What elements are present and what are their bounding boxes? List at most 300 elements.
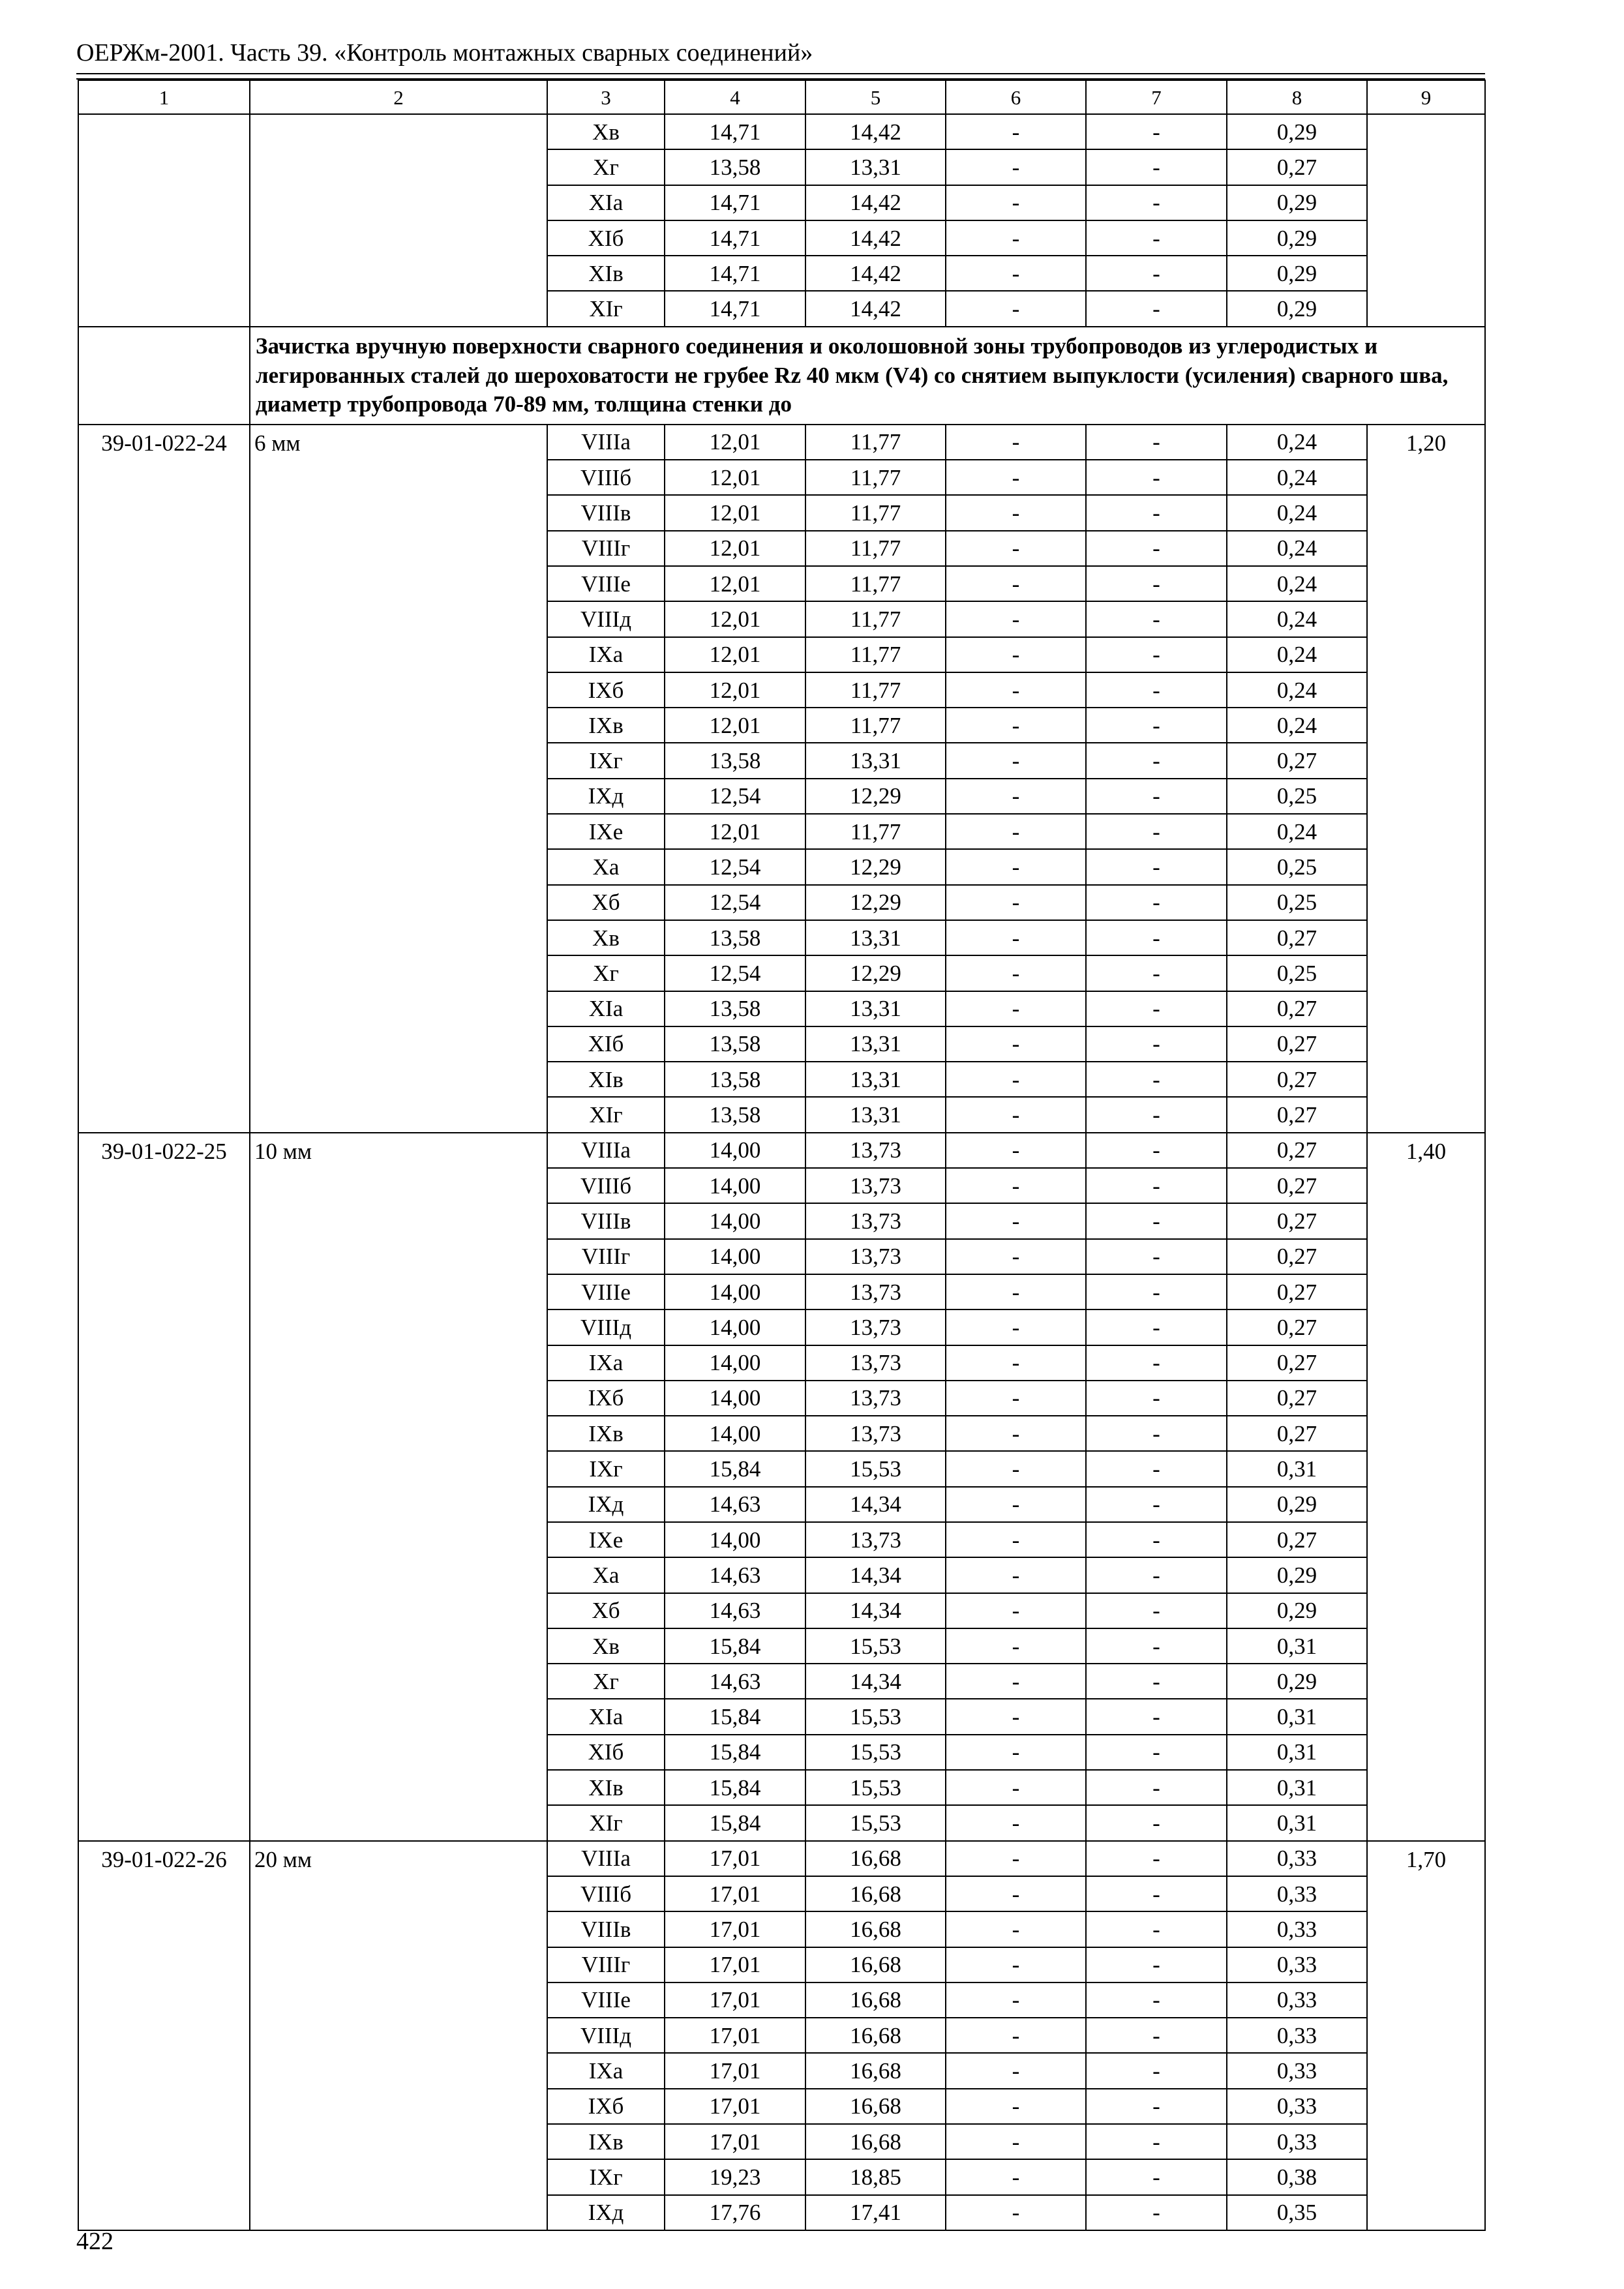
cell-c7: - xyxy=(1086,1805,1227,1840)
cell-c6: - xyxy=(946,1487,1086,1522)
cell-c6: - xyxy=(946,1203,1086,1238)
cell-c3: XIа xyxy=(547,185,665,220)
cell-c7: - xyxy=(1086,1947,1227,1982)
cell-c6: - xyxy=(946,1451,1086,1486)
cell-c8: 0,24 xyxy=(1227,566,1367,601)
cell-c5: 11,77 xyxy=(805,566,946,601)
cell-c7: - xyxy=(1086,1841,1227,1876)
cell-c7: - xyxy=(1086,1133,1227,1168)
cell-c3: XIв xyxy=(547,1770,665,1805)
cell-c6: - xyxy=(946,1239,1086,1274)
section-code-empty xyxy=(78,327,250,425)
cell-c3: IXд xyxy=(547,779,665,814)
cell-c4: 14,00 xyxy=(665,1168,805,1203)
cell-c5: 11,77 xyxy=(805,672,946,708)
cell-c6: - xyxy=(946,2159,1086,2194)
cell-c4: 14,00 xyxy=(665,1133,805,1168)
cell-c5: 16,68 xyxy=(805,1841,946,1876)
cell-c4: 12,01 xyxy=(665,672,805,708)
cell-c7: - xyxy=(1086,955,1227,991)
cell-c8: 0,31 xyxy=(1227,1699,1367,1734)
cell-c8: 0,24 xyxy=(1227,637,1367,672)
cell-c5: 16,68 xyxy=(805,2089,946,2124)
cell-c3: VIIIе xyxy=(547,1982,665,2018)
cell-c5: 15,53 xyxy=(805,1735,946,1770)
cell-c8: 0,27 xyxy=(1227,1203,1367,1238)
cell-c5: 11,77 xyxy=(805,425,946,460)
cell-c7: - xyxy=(1086,1982,1227,2018)
cell-c8: 0,27 xyxy=(1227,1097,1367,1132)
cell-c7: - xyxy=(1086,1770,1227,1805)
header-rule-top xyxy=(76,73,1485,74)
cell-c7: - xyxy=(1086,1911,1227,1947)
cell-c4: 17,01 xyxy=(665,2124,805,2159)
cell-c3: VIIIб xyxy=(547,1168,665,1203)
cell-c3: XIг xyxy=(547,1805,665,1840)
cell-c4: 17,01 xyxy=(665,2053,805,2088)
cell-c8: 0,24 xyxy=(1227,672,1367,708)
cell-c7: - xyxy=(1086,1274,1227,1309)
price-table-body xyxy=(78,80,1485,2230)
cell-c6: - xyxy=(946,185,1086,220)
cell-c7: - xyxy=(1086,1557,1227,1593)
cell-c7: - xyxy=(1086,1876,1227,1911)
cell-c3: VIIIа xyxy=(547,1841,665,1876)
table-row xyxy=(78,1133,1485,1168)
cell-c7: - xyxy=(1086,220,1227,256)
cell-c6: - xyxy=(946,2089,1086,2124)
cell-c5: 14,42 xyxy=(805,185,946,220)
cell-c8: 0,29 xyxy=(1227,220,1367,256)
cell-c6: - xyxy=(946,1168,1086,1203)
thickness-cell: 20 мм xyxy=(250,1841,547,2230)
cell-c7: - xyxy=(1086,1381,1227,1416)
cell-c7: - xyxy=(1086,601,1227,636)
cell-c8: 0,27 xyxy=(1227,1274,1367,1309)
cell-c8: 0,33 xyxy=(1227,1841,1367,1876)
cell-c5: 15,53 xyxy=(805,1628,946,1664)
cell-c5: 13,73 xyxy=(805,1416,946,1451)
cell-c8: 0,27 xyxy=(1227,1239,1367,1274)
cell-c8: 0,27 xyxy=(1227,1522,1367,1557)
cell-c3: IXд xyxy=(547,1487,665,1522)
cell-c5: 11,77 xyxy=(805,531,946,566)
page-number: 422 xyxy=(76,2228,113,2255)
cell-c6: - xyxy=(946,1982,1086,2018)
cell-c8: 0,24 xyxy=(1227,814,1367,849)
cell-c7: - xyxy=(1086,814,1227,849)
cell-c6: - xyxy=(946,1097,1086,1132)
cell-c6: - xyxy=(946,1062,1086,1097)
cell-c4: 15,84 xyxy=(665,1451,805,1486)
cell-c6: - xyxy=(946,708,1086,743)
cell-c8: 0,25 xyxy=(1227,849,1367,884)
section-heading-row xyxy=(78,327,1485,425)
cell-c8: 0,33 xyxy=(1227,1947,1367,1982)
cell-c5: 12,29 xyxy=(805,885,946,920)
cell-c6: - xyxy=(946,991,1086,1026)
cell-c5: 14,34 xyxy=(805,1557,946,1593)
cell-c5: 15,53 xyxy=(805,1770,946,1805)
cell-c4: 12,01 xyxy=(665,425,805,460)
cell-c4: 14,00 xyxy=(665,1203,805,1238)
cell-c4: 14,63 xyxy=(665,1664,805,1699)
cell-c3: XIб xyxy=(547,220,665,256)
cell-c7: - xyxy=(1086,531,1227,566)
cell-c4: 17,01 xyxy=(665,2018,805,2053)
cell-c8: 0,27 xyxy=(1227,1026,1367,1062)
cell-c4: 14,71 xyxy=(665,185,805,220)
cell-c4: 17,01 xyxy=(665,2089,805,2124)
cell-c6: - xyxy=(946,920,1086,955)
thickness-cell: 6 мм xyxy=(250,425,547,1133)
cell-c7: - xyxy=(1086,637,1227,672)
cell-c8: 0,29 xyxy=(1227,114,1367,149)
cell-c7: - xyxy=(1086,1628,1227,1664)
cell-c3: VIIIд xyxy=(547,1309,665,1345)
cell-c4: 14,00 xyxy=(665,1381,805,1416)
cell-c6: - xyxy=(946,2018,1086,2053)
cell-c5: 15,53 xyxy=(805,1699,946,1734)
cell-c7: - xyxy=(1086,1239,1227,1274)
column-number-cell: 2 xyxy=(250,80,547,114)
cell-c3: IXб xyxy=(547,1381,665,1416)
cell-c4: 14,63 xyxy=(665,1487,805,1522)
cell-c8: 0,27 xyxy=(1227,1062,1367,1097)
cell-c8: 0,35 xyxy=(1227,2195,1367,2230)
column-number-row xyxy=(78,80,1485,114)
cell-c6: - xyxy=(946,1345,1086,1381)
cell-c5: 13,31 xyxy=(805,149,946,185)
cell-c8: 0,24 xyxy=(1227,425,1367,460)
cell-c4: 14,63 xyxy=(665,1557,805,1593)
cell-c3: XIг xyxy=(547,291,665,326)
cell-c3: XIг xyxy=(547,1097,665,1132)
cell-c4: 17,01 xyxy=(665,1876,805,1911)
cell-c4: 14,71 xyxy=(665,220,805,256)
cell-c8: 0,33 xyxy=(1227,2124,1367,2159)
cell-c8: 0,27 xyxy=(1227,1133,1367,1168)
cell-c3: VIIIв xyxy=(547,1911,665,1947)
cell-c4: 13,58 xyxy=(665,743,805,778)
cell-c7: - xyxy=(1086,920,1227,955)
cell-c8: 0,31 xyxy=(1227,1735,1367,1770)
cell-c5: 11,77 xyxy=(805,637,946,672)
cell-c6: - xyxy=(946,1628,1086,1664)
cell-c3: XIв xyxy=(547,256,665,291)
cell-c3: Xг xyxy=(547,149,665,185)
cell-c3: IXа xyxy=(547,1345,665,1381)
cell-c4: 12,54 xyxy=(665,955,805,991)
column-number-cell: 9 xyxy=(1367,80,1485,114)
cell-c8: 0,29 xyxy=(1227,256,1367,291)
cell-c7: - xyxy=(1086,149,1227,185)
code-cell: 39-01-022-25 xyxy=(78,1133,250,1841)
cell-c7: - xyxy=(1086,708,1227,743)
cell-c6: - xyxy=(946,885,1086,920)
cell-c7: - xyxy=(1086,185,1227,220)
cell-c8: 0,27 xyxy=(1227,1309,1367,1345)
cell-c7: - xyxy=(1086,1487,1227,1522)
cell-c6: - xyxy=(946,672,1086,708)
cell-c7: - xyxy=(1086,1309,1227,1345)
cell-c5: 14,34 xyxy=(805,1593,946,1628)
cell-c4: 13,58 xyxy=(665,920,805,955)
cell-c6: - xyxy=(946,814,1086,849)
cell-c5: 14,34 xyxy=(805,1664,946,1699)
cell-c5: 15,53 xyxy=(805,1805,946,1840)
cell-c6: - xyxy=(946,1026,1086,1062)
cell-c8: 0,31 xyxy=(1227,1805,1367,1840)
cell-c5: 13,73 xyxy=(805,1239,946,1274)
cell-c5: 18,85 xyxy=(805,2159,946,2194)
description-cell-empty xyxy=(250,114,547,327)
cell-c3: Xб xyxy=(547,885,665,920)
cell-c5: 15,53 xyxy=(805,1451,946,1486)
cell-c3: IXе xyxy=(547,814,665,849)
cell-c5: 16,68 xyxy=(805,1876,946,1911)
cell-c6: - xyxy=(946,1735,1086,1770)
table-row xyxy=(78,1841,1485,1876)
cell-c8: 0,31 xyxy=(1227,1770,1367,1805)
cell-c4: 15,84 xyxy=(665,1805,805,1840)
cell-c3: IXа xyxy=(547,637,665,672)
cell-c4: 17,76 xyxy=(665,2195,805,2230)
cell-c4: 17,01 xyxy=(665,1841,805,1876)
col9-cell-empty xyxy=(1367,114,1485,327)
cell-c8: 0,29 xyxy=(1227,1557,1367,1593)
cell-c6: - xyxy=(946,1841,1086,1876)
cell-c5: 16,68 xyxy=(805,2124,946,2159)
cell-c3: VIIIв xyxy=(547,495,665,530)
cell-c5: 11,77 xyxy=(805,814,946,849)
cell-c4: 13,58 xyxy=(665,1062,805,1097)
cell-c6: - xyxy=(946,1947,1086,1982)
cell-c8: 0,24 xyxy=(1227,495,1367,530)
cell-c5: 13,73 xyxy=(805,1203,946,1238)
cell-c7: - xyxy=(1086,885,1227,920)
cell-c6: - xyxy=(946,1699,1086,1734)
cell-c7: - xyxy=(1086,2195,1227,2230)
cell-c6: - xyxy=(946,1133,1086,1168)
cell-c8: 0,29 xyxy=(1227,185,1367,220)
cell-c6: - xyxy=(946,2195,1086,2230)
cell-c3: VIIIг xyxy=(547,1239,665,1274)
cell-c5: 16,68 xyxy=(805,2053,946,2088)
cell-c3: IXб xyxy=(547,672,665,708)
cell-c3: IXа xyxy=(547,2053,665,2088)
cell-c7: - xyxy=(1086,566,1227,601)
cell-c8: 0,29 xyxy=(1227,1593,1367,1628)
cell-c3: VIIIб xyxy=(547,460,665,495)
cell-c8: 0,24 xyxy=(1227,601,1367,636)
cell-c8: 0,25 xyxy=(1227,779,1367,814)
table-row xyxy=(78,114,1485,149)
cell-c8: 0,27 xyxy=(1227,1168,1367,1203)
cell-c6: - xyxy=(946,1274,1086,1309)
cell-c3: Xв xyxy=(547,920,665,955)
cell-c3: IXг xyxy=(547,1451,665,1486)
cell-c5: 13,73 xyxy=(805,1168,946,1203)
cell-c3: Xв xyxy=(547,1628,665,1664)
cell-c6: - xyxy=(946,149,1086,185)
cell-c5: 16,68 xyxy=(805,1947,946,1982)
cell-c4: 19,23 xyxy=(665,2159,805,2194)
cell-c6: - xyxy=(946,1911,1086,1947)
cell-c6: - xyxy=(946,779,1086,814)
cell-c7: - xyxy=(1086,849,1227,884)
cell-c8: 0,33 xyxy=(1227,2018,1367,2053)
cell-c4: 15,84 xyxy=(665,1699,805,1734)
page-header-title: ОЕРЖм-2001. Часть 39. «Контроль монтажных сварных соединений» xyxy=(76,39,813,67)
cell-c3: Xб xyxy=(547,1593,665,1628)
cell-c8: 0,27 xyxy=(1227,1381,1367,1416)
cell-c7: - xyxy=(1086,291,1227,326)
cell-c4: 17,01 xyxy=(665,1982,805,2018)
cell-c4: 13,58 xyxy=(665,149,805,185)
cell-c7: - xyxy=(1086,1451,1227,1486)
cell-c6: - xyxy=(946,1805,1086,1840)
cell-c6: - xyxy=(946,566,1086,601)
cell-c8: 0,24 xyxy=(1227,460,1367,495)
cell-c4: 12,01 xyxy=(665,566,805,601)
cell-c3: VIIIа xyxy=(547,1133,665,1168)
cell-c3: XIа xyxy=(547,991,665,1026)
cell-c8: 0,27 xyxy=(1227,1345,1367,1381)
col9-cell: 1,40 xyxy=(1367,1133,1485,1841)
cell-c8: 0,29 xyxy=(1227,1664,1367,1699)
cell-c7: - xyxy=(1086,2159,1227,2194)
cell-c7: - xyxy=(1086,779,1227,814)
cell-c8: 0,29 xyxy=(1227,1487,1367,1522)
cell-c3: IXг xyxy=(547,743,665,778)
cell-c5: 14,42 xyxy=(805,256,946,291)
cell-c5: 14,42 xyxy=(805,291,946,326)
cell-c6: - xyxy=(946,601,1086,636)
cell-c8: 0,27 xyxy=(1227,1416,1367,1451)
cell-c5: 13,31 xyxy=(805,743,946,778)
cell-c7: - xyxy=(1086,425,1227,460)
cell-c5: 14,34 xyxy=(805,1487,946,1522)
code-cell: 39-01-022-26 xyxy=(78,1841,250,2230)
cell-c4: 12,01 xyxy=(665,637,805,672)
cell-c6: - xyxy=(946,256,1086,291)
cell-c7: - xyxy=(1086,114,1227,149)
cell-c3: VIIIг xyxy=(547,531,665,566)
cell-c5: 11,77 xyxy=(805,495,946,530)
price-table xyxy=(78,80,1486,2231)
cell-c7: - xyxy=(1086,1026,1227,1062)
cell-c4: 14,71 xyxy=(665,256,805,291)
cell-c3: VIIIг xyxy=(547,1947,665,1982)
cell-c7: - xyxy=(1086,2124,1227,2159)
cell-c4: 14,00 xyxy=(665,1239,805,1274)
cell-c4: 14,71 xyxy=(665,291,805,326)
cell-c4: 12,01 xyxy=(665,601,805,636)
cell-c5: 13,31 xyxy=(805,1026,946,1062)
cell-c3: IXв xyxy=(547,2124,665,2159)
cell-c5: 16,68 xyxy=(805,1911,946,1947)
cell-c3: IXд xyxy=(547,2195,665,2230)
cell-c4: 14,00 xyxy=(665,1416,805,1451)
cell-c6: - xyxy=(946,1593,1086,1628)
code-cell: 39-01-022-24 xyxy=(78,425,250,1133)
column-number-cell: 4 xyxy=(665,80,805,114)
cell-c6: - xyxy=(946,1522,1086,1557)
cell-c3: IXб xyxy=(547,2089,665,2124)
cell-c8: 0,31 xyxy=(1227,1451,1367,1486)
cell-c7: - xyxy=(1086,2018,1227,2053)
column-number-cell: 1 xyxy=(78,80,250,114)
cell-c3: XIа xyxy=(547,1699,665,1734)
cell-c3: IXе xyxy=(547,1522,665,1557)
cell-c7: - xyxy=(1086,1345,1227,1381)
cell-c7: - xyxy=(1086,2089,1227,2124)
cell-c6: - xyxy=(946,425,1086,460)
cell-c7: - xyxy=(1086,256,1227,291)
cell-c3: Xв xyxy=(547,114,665,149)
cell-c8: 0,29 xyxy=(1227,291,1367,326)
cell-c6: - xyxy=(946,955,1086,991)
cell-c8: 0,31 xyxy=(1227,1628,1367,1664)
cell-c7: - xyxy=(1086,743,1227,778)
cell-c6: - xyxy=(946,1876,1086,1911)
cell-c8: 0,27 xyxy=(1227,743,1367,778)
cell-c4: 12,01 xyxy=(665,708,805,743)
cell-c4: 12,01 xyxy=(665,495,805,530)
code-cell-empty xyxy=(78,114,250,327)
cell-c5: 11,77 xyxy=(805,708,946,743)
cell-c7: - xyxy=(1086,1593,1227,1628)
column-number-cell: 5 xyxy=(805,80,946,114)
cell-c5: 13,73 xyxy=(805,1274,946,1309)
cell-c3: XIб xyxy=(547,1735,665,1770)
thickness-cell: 10 мм xyxy=(250,1133,547,1841)
cell-c4: 15,84 xyxy=(665,1770,805,1805)
cell-c4: 13,58 xyxy=(665,1026,805,1062)
cell-c3: VIIIе xyxy=(547,1274,665,1309)
cell-c4: 12,54 xyxy=(665,885,805,920)
cell-c6: - xyxy=(946,220,1086,256)
cell-c5: 12,29 xyxy=(805,849,946,884)
cell-c6: - xyxy=(946,849,1086,884)
cell-c7: - xyxy=(1086,1522,1227,1557)
cell-c5: 13,31 xyxy=(805,991,946,1026)
cell-c4: 17,01 xyxy=(665,1911,805,1947)
cell-c6: - xyxy=(946,1381,1086,1416)
cell-c6: - xyxy=(946,1557,1086,1593)
cell-c5: 13,31 xyxy=(805,1097,946,1132)
cell-c8: 0,27 xyxy=(1227,149,1367,185)
cell-c4: 14,00 xyxy=(665,1274,805,1309)
column-number-cell: 3 xyxy=(547,80,665,114)
cell-c7: - xyxy=(1086,1203,1227,1238)
cell-c4: 14,00 xyxy=(665,1309,805,1345)
cell-c6: - xyxy=(946,2053,1086,2088)
col9-cell: 1,70 xyxy=(1367,1841,1485,2230)
cell-c4: 14,00 xyxy=(665,1522,805,1557)
cell-c8: 0,38 xyxy=(1227,2159,1367,2194)
cell-c8: 0,33 xyxy=(1227,1876,1367,1911)
cell-c7: - xyxy=(1086,1062,1227,1097)
cell-c3: XIв xyxy=(547,1062,665,1097)
cell-c5: 13,73 xyxy=(805,1309,946,1345)
cell-c4: 14,63 xyxy=(665,1593,805,1628)
cell-c3: VIIIа xyxy=(547,425,665,460)
cell-c7: - xyxy=(1086,1664,1227,1699)
cell-c7: - xyxy=(1086,1735,1227,1770)
cell-c3: VIIIд xyxy=(547,601,665,636)
